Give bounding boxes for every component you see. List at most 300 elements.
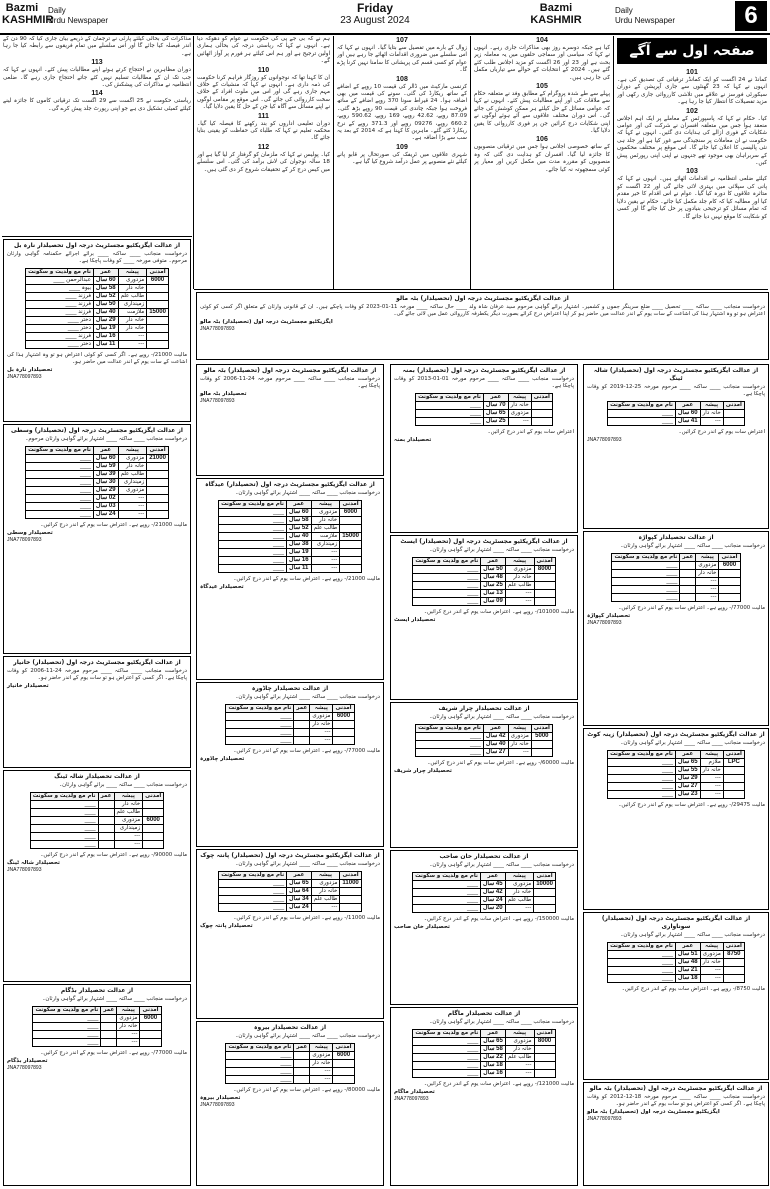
table-cell: ____ — [219, 565, 287, 573]
heirs-table — [412, 557, 555, 606]
notice-body: درخواست منجانب ____ ساکنہ ____ برائے گواہی وارثان۔ — [58, 782, 187, 788]
table-cell: ____ — [219, 549, 287, 557]
column-header: پیشہ — [310, 1044, 333, 1052]
news-paragraph: کیا۔ پولیس نے کہا کہ ملزمان کو گرفتار کر لیا گیا ہے اور 18 سالہ نوجوان کی لاش برآمد کی گئی۔ اس سلسلے میں کیس درج کر کے تحقیقات شروع کر دی گئی ہیں۔ — [197, 151, 330, 173]
notice-title: از عدالت ایگزیکٹیو مجسٹریٹ درجہ اول (تحصیلدار) بٹہ مالو — [396, 295, 569, 302]
table-row — [26, 511, 169, 519]
table-cell — [98, 841, 114, 849]
table-cell — [143, 841, 164, 849]
table-cell: --- — [118, 341, 147, 349]
table-cell — [531, 418, 552, 426]
table-cell — [294, 713, 310, 721]
table-cell: ____ — [226, 1052, 294, 1060]
news-paragraph: شہری علاقوں میں ٹریفک کی صورتحال پر قابو پانے کیلئے نئے منصوبے پر عمل درآمد شروع کیا گیا ہے۔ — [337, 151, 467, 166]
heirs-table-header — [416, 725, 553, 733]
table-row — [413, 1038, 555, 1046]
column-header: پیشہ — [118, 269, 147, 277]
table-row — [226, 1060, 354, 1068]
notice-title: از عدالت ایگزیکٹیو مجسٹریٹ درجہ اول تحصیلدار نارہ بل — [13, 242, 181, 249]
news-column-5 — [617, 68, 767, 287]
court-notice — [390, 850, 578, 1005]
table-row — [608, 418, 745, 426]
heirs-table — [30, 792, 165, 849]
column-rule — [470, 36, 471, 289]
table-row — [33, 1015, 161, 1023]
table-row — [226, 737, 354, 745]
column-header: پیشہ — [700, 751, 723, 759]
table-cell: 8750 — [723, 951, 744, 959]
heirs-table — [32, 1006, 161, 1047]
table-cell: مزدوری — [310, 713, 333, 721]
column-header: آمدنی — [723, 751, 744, 759]
table-cell: ____ — [33, 1039, 101, 1047]
table-cell: مزدوری — [118, 487, 147, 495]
table-cell: خانہ دار — [117, 1023, 140, 1031]
table-cell: 16 سال — [481, 1070, 506, 1078]
table-cell: 09 سال — [481, 598, 506, 606]
item-number: 103 — [686, 168, 698, 176]
table-cell: ____ — [219, 896, 287, 904]
table-row — [416, 410, 553, 418]
table-cell — [340, 904, 361, 912]
table-cell: 39 سال — [93, 471, 118, 479]
notice-body: درخواست منجانب ____ ساکنہ ____ اشتہار برائے گواہی وارثان۔ — [235, 694, 380, 700]
table-row — [33, 1039, 161, 1047]
heirs-table-header — [219, 872, 362, 880]
column-header: نام مع ولدیت و سکونت — [26, 269, 94, 277]
table-cell: 48 سال — [676, 959, 701, 967]
table-row — [413, 889, 556, 897]
table-cell: مزدوری — [508, 733, 531, 741]
table-cell: 19 سال — [286, 549, 311, 557]
table-cell: --- — [508, 418, 531, 426]
table-row — [226, 1068, 354, 1076]
table-cell — [719, 578, 740, 586]
table-cell — [147, 487, 169, 495]
section-rule — [194, 289, 768, 290]
notice-footer: اعتراض سات یوم کے اندر درج کرائیں۔ — [487, 429, 574, 435]
table-cell: 25 سال — [481, 582, 506, 590]
notice-footer: مالیت 90000/- روپے ہے۔ اعتراض سات یوم کے اندر درج کرائیں۔ — [40, 852, 187, 858]
table-cell — [294, 1068, 310, 1076]
column-header: نام مع ولدیت و سکونت — [413, 558, 481, 566]
notice-body: درخواست منجانب ____ ساکنہ ____ مرحوم مورخہ 01-01-2013 کو وفات پاچکا ہے۔ — [394, 376, 574, 389]
table-cell — [340, 565, 362, 573]
table-cell — [340, 549, 362, 557]
table-cell: ____ — [413, 881, 481, 889]
table-row — [219, 896, 362, 904]
table-cell: LPC — [723, 759, 744, 767]
column-header: آمدنی — [723, 402, 744, 410]
table-cell: خانہ دار — [118, 285, 147, 293]
column-header: پیشہ — [311, 501, 340, 509]
column-header: نام مع ولدیت و سکونت — [608, 402, 676, 410]
table-row — [608, 791, 745, 799]
table-cell: مزدوری — [696, 562, 719, 570]
page-number: 6 — [735, 1, 767, 31]
notice-body: درخواست منجانب ____ ساکنہ ____ تحصیل ____ ضلع سرینگر جموں و کشمیر۔ اشتہار برائے گواہی مرحوم سید عرفان شاہ ولد ____ حال ساکنہ ____ مورخہ 11-01-2023 کو وفات پاچکے ہیں۔ ان کے قانونی وارثان کے متعلق اگر کسی کو کوئی اعتراض ہو تو وہ اشتہار ہذا کی اشاعت کے سات یوم کے اندر عدالت میں حاضر ہو کر اپنا اعتراض درج کرائے بصورت دیگر یکطرفہ کارروائی عمل میں لائی جائے گی۔ — [200, 304, 765, 317]
table-cell: ____ — [416, 418, 484, 426]
column-header: آمدنی — [534, 1030, 555, 1038]
table-row — [226, 721, 354, 729]
column-header: نام مع ولدیت و سکونت — [612, 554, 680, 562]
table-cell: ____ — [26, 455, 94, 463]
table-cell: 19 سال — [93, 325, 118, 333]
heirs-table-header — [608, 751, 745, 759]
notice-signature: تحصیلدار ایسٹ — [394, 617, 436, 623]
table-cell: --- — [310, 737, 333, 745]
table-cell: ____ — [219, 904, 287, 912]
table-cell: ____ — [26, 479, 94, 487]
table-cell: ____ — [608, 975, 676, 983]
table-cell — [534, 905, 556, 913]
column-header: عمر — [93, 447, 118, 455]
column-header: آمدنی — [340, 501, 362, 509]
table-row — [26, 333, 169, 341]
table-row — [219, 904, 362, 912]
table-cell: 6000 — [719, 562, 740, 570]
notice-body: درخواست منجانب ____ ساکنہ ____ اشتہار برائے گواہی وارثان۔ — [429, 1019, 574, 1025]
column-header: پیشہ — [311, 872, 340, 880]
news-paragraph: ان کا کہنا تھا کہ نوجوانوں کو روزگار فراہم کرنا حکومت کی ذمہ داری ہے۔ انہوں نے کہا کہ منشیات کے خلاف مہم جاری رہے گی اور اس میں ملوث افراد کے خلاف سخت کارروائی کی جائے گی۔ اس موقع پر مقامی لوگوں نے اپنے مسائل سے آگاہ کیا جن کے حل کا یقین دلایا گیا۔ — [197, 74, 330, 111]
notice-reference: JNA778097893 — [394, 1096, 429, 1102]
table-cell: خانہ دار — [505, 574, 534, 582]
heirs-table-header — [26, 447, 169, 455]
table-cell: --- — [118, 511, 147, 519]
table-cell: 64 سال — [287, 888, 312, 896]
table-cell: طالب علم — [114, 809, 143, 817]
heirs-table-header — [608, 402, 745, 410]
table-cell: مزدوری — [117, 1015, 140, 1023]
column-header: پیشہ — [696, 554, 719, 562]
table-cell: ____ — [226, 1060, 294, 1068]
notice-reference: JNA778097893 — [7, 867, 42, 873]
table-cell: 27 سال — [676, 783, 701, 791]
notice-signature: تحصیلدار وسطی — [7, 530, 53, 536]
table-row — [30, 809, 164, 817]
table-cell — [101, 1015, 117, 1023]
table-cell — [147, 471, 169, 479]
table-cell: فرزند ____ — [26, 293, 94, 301]
news-paragraph: کیا۔ حکام نے کہا کہ پاسپورٹس کے معاملے پر ایک اہم اجلاس منعقد ہوا جس میں متعلقہ افسران نے شرکت کی اور عوامی شکایات کے فوری ازالے کی ہدایات دی گئیں۔ انہوں نے کہا کہ حکومت نے ان معاملات پر سنجیدگی سے غور کیا ہے اور جلد ہی نئی پالیسی کا اعلان کیا جائے گا۔ اس موقع پر مختلف محکموں کے سربراہان بھی موجود تھے جنہوں نے اپنی اپنی رپورٹس پیش کیں۔ — [617, 115, 767, 167]
table-cell: 5000 — [531, 733, 552, 741]
table-row — [30, 817, 164, 825]
table-cell — [333, 1076, 354, 1084]
table-row — [413, 590, 555, 598]
table-cell: ____ — [612, 570, 680, 578]
table-cell: 50 سال — [481, 566, 506, 574]
table-cell: خانہ دار — [505, 889, 534, 897]
notice-footer: مالیت 21000/- روپے ہے۔ اعتراض سات یوم کے اندر درج کرائیں۔ — [233, 576, 380, 582]
table-cell: ____ — [413, 574, 481, 582]
table-row — [608, 975, 745, 983]
table-row — [219, 557, 362, 565]
table-cell: زمینداری — [114, 825, 143, 833]
table-cell: طالب علم — [118, 471, 147, 479]
notice-title: از عدالت ایگزیکٹیو مجسٹریٹ درجہ اول (تحصیلدار) بٹہ مالو — [589, 1085, 763, 1092]
table-row — [26, 277, 169, 285]
table-cell: --- — [118, 503, 147, 511]
news-column-1 — [3, 36, 191, 234]
table-cell — [140, 1023, 161, 1031]
table-row — [226, 713, 354, 721]
notice-footer: مالیت 29475/- روپے ہے۔ اعتراض سات یوم کے اندر درج کرائیں۔ — [618, 802, 765, 808]
notice-title: از عدالت ایگزیکٹیو مجسٹریٹ درجہ اول (تحصیلدار) بٹہ مالو — [203, 367, 377, 374]
column-header: آمدنی — [147, 447, 169, 455]
court-notice — [3, 656, 191, 768]
table-cell — [98, 833, 114, 841]
table-row — [608, 775, 745, 783]
table-cell: طالب علم — [311, 525, 340, 533]
table-cell: 6000 — [147, 277, 169, 285]
table-cell: بیوہ ____ — [26, 285, 94, 293]
table-cell: خانہ دار — [114, 801, 143, 809]
table-cell — [719, 594, 740, 602]
table-cell: ____ — [608, 967, 676, 975]
column-header: نام مع ولدیت و سکونت — [219, 501, 287, 509]
notice-signature: تحصیلدار خان صاحب — [394, 924, 450, 930]
table-row — [30, 801, 164, 809]
table-cell: 6000 — [340, 509, 362, 517]
notice-body: درخواست منجانب ____ ساکنہ ____ مرحوم مورخہ 18-12-2012 کو وفات پاچکا ہے۔ اگر کسی کو اعتراض ہو تو سات یوم کے اندر حاضر ہو۔ — [587, 1094, 765, 1107]
column-header: نام مع ولدیت و سکونت — [26, 447, 94, 455]
notice-footer: مالیت 11000/- روپے ہے۔ اعتراض سات یوم کے اندر درج کرائیں۔ — [233, 915, 380, 921]
table-row — [416, 749, 553, 757]
column-header: نام مع ولدیت و سکونت — [416, 725, 484, 733]
table-cell: ____ — [30, 825, 98, 833]
table-cell: 30 سال — [93, 479, 118, 487]
table-cell: دختر ____ — [26, 325, 94, 333]
table-row — [30, 833, 164, 841]
table-cell: 6000 — [333, 1052, 354, 1060]
table-cell: مزدوری — [505, 1038, 534, 1046]
notice-title: از عدالت تحصیلدار بڈگام — [60, 987, 134, 994]
table-cell: --- — [696, 586, 719, 594]
table-row — [413, 881, 556, 889]
notice-footer: مالیت 77000/- روپے ہے۔ اعتراض سات یوم کے اندر درج کرائیں۔ — [618, 605, 765, 611]
table-cell — [333, 1068, 354, 1076]
notice-title: از عدالت تحصیلدار چرار شریف — [438, 705, 530, 712]
news-paragraph: کمانڈ نے 24 اگست کو ایک کمانڈر ترقیاتی کی تصدیق کی ہے۔ انہوں نے کہا کہ 23 گھنٹوں سے جاری آپریشن کے دوران سیکورٹی فورسز نے علاقے میں تلاشی کارروائی جاری رکھی اور مزید تفصیلات کا انتظار کیا جا رہا ہے۔ — [617, 77, 767, 106]
table-cell: مزدوری — [311, 509, 340, 517]
table-cell: --- — [700, 775, 723, 783]
table-row — [608, 951, 745, 959]
table-cell: ____ — [608, 783, 676, 791]
table-cell: ____ — [413, 590, 481, 598]
column-header: عمر — [481, 558, 506, 566]
column-header: پیشہ — [700, 402, 723, 410]
table-cell: ____ — [413, 897, 481, 905]
notice-reference: JNA778097893 — [587, 437, 622, 443]
column-header: نام مع ولدیت و سکونت — [608, 751, 676, 759]
column-header: عمر — [294, 705, 310, 713]
table-cell: --- — [700, 783, 723, 791]
table-cell: ____ — [30, 833, 98, 841]
table-cell: 42 سال — [480, 889, 505, 897]
table-cell: --- — [118, 495, 147, 503]
table-cell: مزدوری — [118, 455, 147, 463]
table-cell — [98, 809, 114, 817]
table-cell: خانہ دار — [311, 888, 340, 896]
table-cell: ملازم — [700, 759, 723, 767]
court-notice — [583, 531, 769, 726]
table-cell: ____ — [413, 1070, 481, 1078]
notice-signature: تحصیلدار خانیار — [7, 683, 49, 689]
notice-footer: مالیت 77000/- روپے ہے۔ اعتراض سات یوم کے اندر درج کرائیں۔ — [40, 1050, 187, 1056]
column-rule — [193, 36, 194, 289]
notice-signature: تحصیلدار کپواڑہ — [587, 613, 631, 619]
table-cell: --- — [700, 418, 723, 426]
court-notice — [196, 364, 384, 476]
column-header: آمدنی — [147, 269, 169, 277]
notice-body: درخواست منجانب ____ ساکنہ ____ اشتہار برائے گواہی وارثان۔ — [620, 740, 765, 746]
notice-footer: مالیت 60000/- روپے ہے۔ اعتراض سات یوم کے اندر درج کرائیں۔ — [427, 760, 574, 766]
table-cell: خانہ دار — [700, 410, 723, 418]
heirs-table-header — [226, 1044, 354, 1052]
brand-line1: Bazmi — [5, 2, 39, 14]
item-number: 114 — [91, 90, 103, 98]
table-cell: ____ — [30, 841, 98, 849]
table-cell — [531, 741, 552, 749]
court-notice — [3, 770, 191, 982]
table-cell — [147, 317, 169, 325]
notice-reference: JNA778097893 — [587, 620, 622, 626]
column-header: عمر — [93, 269, 118, 277]
table-row — [26, 317, 169, 325]
heirs-table-header — [219, 501, 362, 509]
column-header: آمدنی — [140, 1007, 161, 1015]
table-row — [413, 1046, 555, 1054]
table-cell: ____ — [413, 1054, 481, 1062]
table-cell: ____ — [26, 471, 94, 479]
table-row — [219, 888, 362, 896]
heirs-table-header — [226, 705, 354, 713]
table-cell: 60 سال — [286, 509, 311, 517]
table-row — [413, 1070, 555, 1078]
notice-reference: JNA778097893 — [200, 1102, 235, 1108]
notice-title: از عدالت تحصیلدار ماگام — [447, 1010, 521, 1017]
item-number: 104 — [536, 37, 548, 44]
notice-footer: مالیت 8750/- روپے ہے۔ اعتراض سات یوم کے اندر درج کرائیں۔ — [621, 986, 765, 992]
table-cell: خانہ دار — [505, 1046, 534, 1054]
table-cell: --- — [700, 791, 723, 799]
notice-body: درخواست منجانب ____ ساکنہ ____ اشتہار برائے گواہی وارثان۔ — [235, 861, 380, 867]
table-row — [413, 1062, 555, 1070]
court-notice — [583, 912, 769, 1080]
notice-reference: JNA778097893 — [7, 537, 42, 543]
table-cell: 40 سال — [93, 309, 118, 317]
heirs-table — [415, 724, 553, 757]
notice-title: از عدالت ایگزیکٹیو مجسٹریٹ درجہ اول (تحصیلدار) وسطی — [11, 427, 183, 434]
table-cell: 45 سال — [480, 881, 505, 889]
table-cell — [294, 1060, 310, 1068]
table-cell: 29 سال — [676, 775, 701, 783]
table-cell: 6000 — [143, 817, 164, 825]
table-cell: ____ — [26, 511, 94, 519]
table-cell: مزدوری — [114, 817, 143, 825]
notice-title: از عدالت ایگزیکٹیو مجسٹریٹ درجہ اول (تحصیلدار) عیدگاہ — [205, 481, 375, 488]
column-header: پیشہ — [117, 1007, 140, 1015]
table-cell: 27 سال — [484, 749, 509, 757]
table-cell: ____ — [226, 1068, 294, 1076]
table-row — [416, 402, 553, 410]
issue-date: 23 August 2024 — [340, 15, 410, 26]
table-cell: 16 سال — [93, 333, 118, 341]
notice-signature: تحصیلدار شالہ ٹینگ — [7, 860, 60, 866]
table-cell: --- — [311, 549, 340, 557]
brand-subtitle-right — [615, 6, 675, 26]
item-number: 102 — [686, 107, 698, 115]
table-cell: ____ — [608, 418, 676, 426]
table-cell: 60 سال — [676, 410, 701, 418]
table-row — [219, 549, 362, 557]
heirs-table — [611, 553, 740, 602]
column-header: عمر — [480, 873, 505, 881]
table-cell: 65 سال — [484, 410, 509, 418]
notice-title: از عدالت تحصیلدار خان صاحب — [439, 853, 529, 860]
notice-footer: مالیت 21000/- روپے ہے۔ اگر کسی کو کوئی اعتراض ہو تو وہ اشتہار ہذا کی اشاعت کے سات یوم کے اندر عدالت میں حاضر ہو۔ — [7, 352, 187, 365]
table-cell: ____ — [612, 586, 680, 594]
table-cell: 55 سال — [676, 767, 701, 775]
column-header: عمر — [287, 872, 312, 880]
heirs-table — [607, 942, 745, 983]
table-cell: عبدالرحمن ____ — [26, 277, 94, 285]
court-notice — [3, 239, 191, 422]
table-cell — [333, 721, 354, 729]
notice-signature: ایگزیکٹیو مجسٹریٹ درجہ اول (تحصیلدار) بٹہ مالو — [587, 1109, 720, 1115]
table-cell: ____ — [219, 509, 287, 517]
table-cell — [723, 775, 744, 783]
notice-footer: مالیت 101000/- روپے ہے۔ اعتراض سات یوم کے اندر درج کرائیں۔ — [423, 609, 574, 615]
table-cell — [534, 1054, 555, 1062]
notice-title: از عدالت ایگزیکٹیو مجسٹریٹ درجہ اول (تحصیلدار) زینہ کوٹ — [587, 731, 765, 738]
notice-body: درخواست منجانب ____ ساکنہ ____ اشتہار برائے گواہی وارثان۔ — [235, 490, 380, 496]
table-cell: ____ — [33, 1023, 101, 1031]
table-cell: 60 سال — [93, 455, 118, 463]
notice-reference: JNA778097893 — [200, 398, 235, 404]
notice-body: درخواست منجانب ____ ساکنہ ____ اشتہار برائے گواہی وارثان مرحوم۔ — [25, 436, 187, 442]
news-paragraph: زوال کے بارے میں تفصیل سے بتایا گیا۔ انہوں نے کہا کہ اس سلسلے میں ضروری اقدامات اٹھائے جا رہے ہیں اور عوام کو کسی قسم کی پریشانی کا سامنا نہیں کرنا پڑے گا۔ — [337, 45, 467, 74]
heirs-table — [412, 1029, 555, 1078]
notice-title: از عدالت تحصیلدار بیروہ — [253, 1024, 327, 1031]
table-cell: مزدوری — [118, 277, 147, 285]
table-cell: ____ — [413, 905, 481, 913]
table-row — [608, 967, 745, 975]
column-header: عمر — [484, 394, 509, 402]
notice-signature: ایگزیکٹیو مجسٹریٹ درجہ اول (تحصیلدار) بٹہ مالو — [200, 319, 333, 325]
column-header: پیشہ — [508, 394, 531, 402]
table-cell: دختر ____ — [26, 317, 94, 325]
heirs-table-header — [33, 1007, 161, 1015]
table-cell: فرزند ____ — [26, 301, 94, 309]
table-cell: ____ — [612, 562, 680, 570]
column-header: آمدنی — [340, 872, 361, 880]
table-cell: --- — [310, 729, 333, 737]
table-cell: ____ — [413, 1046, 481, 1054]
table-cell: ____ — [30, 817, 98, 825]
heirs-table — [25, 446, 169, 519]
table-cell: خانہ دار — [310, 1060, 333, 1068]
news-paragraph: کیلئے ضلعی انتظامیہ نے اقدامات اٹھائے ہیں۔ انہوں نے کہا کہ پانی کی سپلائی میں بہتری لائی جائے گی اور 22 اگست کو متاثرہ علاقوں کا دورہ کیا گیا۔ عوام نے اس اقدام کا خیر مقدم کیا اور مطالبہ کیا کہ کام جلد مکمل کیا جائے۔ حکام نے یقین دلایا کہ تمام مسائل کو ترجیحی بنیادوں پر حل کیا جائے گا اور کسی کو شکایت کا موقع نہیں دیا جائے گا۔ — [617, 176, 767, 220]
table-cell — [147, 463, 169, 471]
notice-footer: مالیت 150000/- روپے ہے۔ اعتراض سات یوم کے اندر درج کرائیں۔ — [423, 916, 574, 922]
table-row — [416, 733, 553, 741]
table-row — [226, 1052, 354, 1060]
sub-line2: Urdu Newspaper — [48, 16, 109, 25]
court-notice — [196, 849, 384, 1019]
court-notice — [390, 364, 578, 533]
table-cell: ____ — [226, 737, 294, 745]
